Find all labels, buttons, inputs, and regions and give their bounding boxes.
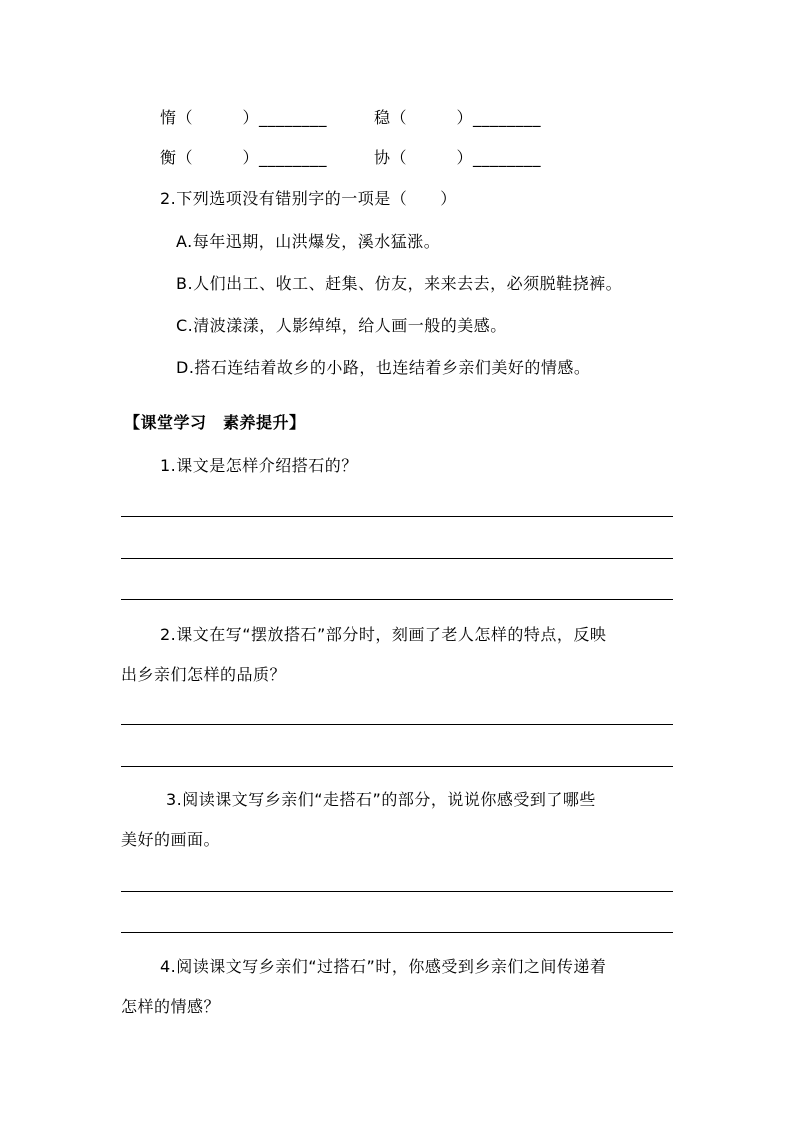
question-3-text-line1: 3.阅读课文写乡亲们“走搭石”的部分，说说你感受到了哪些 [166, 790, 596, 809]
char-row-1-right: 稳（ ）________ [374, 108, 542, 127]
question-4-text-line2: 怎样的情感？ [121, 997, 221, 1016]
q2-option-b: B.人们出工、收工、赶集、仿友，来来去去，必须脱鞋挠裤。 [176, 274, 623, 293]
char-row-1-left: 惰（ ）________ [160, 108, 328, 127]
answer-line[interactable] [121, 724, 673, 725]
question-1-text: 1.课文是怎样介绍搭石的？ [160, 456, 358, 475]
q2-option-c: C.清波漾漾，人影绰绰，给人画一般的美感。 [176, 316, 507, 335]
answer-line[interactable] [121, 599, 673, 600]
q2-option-a: A.每年迅期，山洪爆发，溪水猛涨。 [176, 232, 441, 251]
q2-stem: 2.下列选项没有错别字的一项是（ ） [160, 189, 457, 208]
q2-option-d: D.搭石连结着故乡的小路，也连结着乡亲们美好的情感。 [176, 358, 591, 377]
answer-line[interactable] [121, 932, 673, 933]
answer-line[interactable] [121, 558, 673, 559]
question-2-text-line1: 2.课文在写“摆放搭石”部分时，刻画了老人怎样的特点，反映 [160, 625, 607, 644]
char-row-2-left: 衡（ ）________ [160, 148, 328, 167]
question-3-text-line2: 美好的画面。 [121, 830, 221, 849]
answer-line[interactable] [121, 516, 673, 517]
answer-line[interactable] [121, 891, 673, 892]
section-heading: 【课堂学习 素养提升】 [124, 413, 306, 432]
answer-line[interactable] [121, 766, 673, 767]
question-4-text-line1: 4.阅读课文写乡亲们“过搭石”时，你感受到乡亲们之间传递着 [160, 957, 607, 976]
question-2-text-line2: 出乡亲们怎样的品质？ [121, 665, 287, 684]
char-row-2-right: 协（ ）________ [374, 148, 542, 167]
